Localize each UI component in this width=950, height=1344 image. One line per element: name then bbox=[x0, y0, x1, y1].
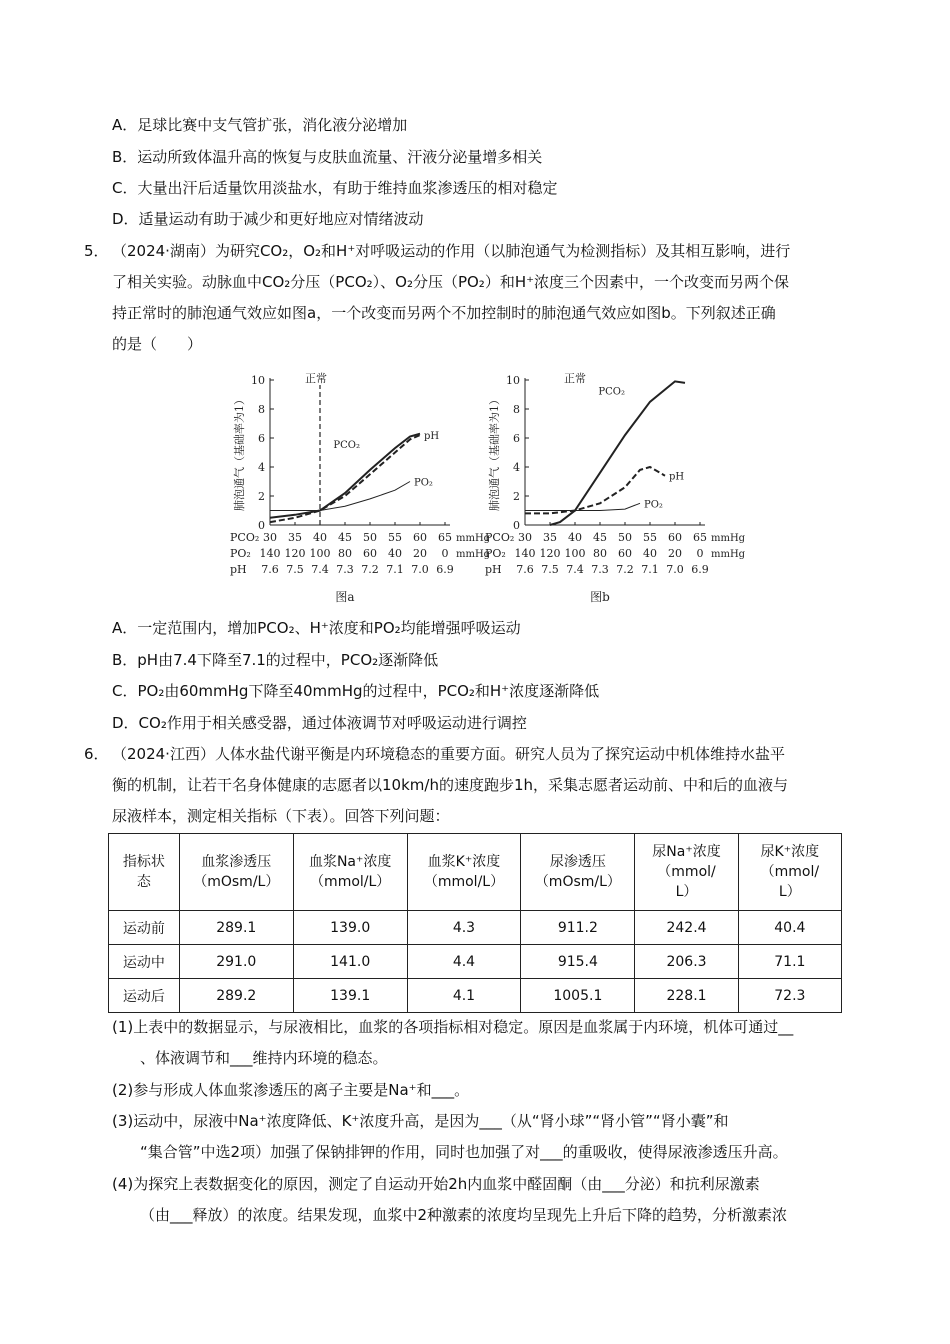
x-tick-label: 60 bbox=[413, 531, 427, 544]
x-tick-label: 7.1 bbox=[641, 563, 659, 576]
y-tick-label: 6 bbox=[513, 432, 520, 445]
x-tick-label: 40 bbox=[568, 531, 582, 544]
x-tick-label: 55 bbox=[388, 531, 402, 544]
x-tick-label: 7.4 bbox=[311, 563, 329, 576]
table-header-cell: 指标状 态 bbox=[109, 834, 180, 911]
x-axis-unit: mmHg bbox=[456, 549, 491, 560]
x-tick-label: 6.9 bbox=[436, 563, 454, 576]
x-tick-label: 50 bbox=[363, 531, 377, 544]
table-cell: 72.3 bbox=[738, 979, 841, 1013]
x-tick-label: 65 bbox=[693, 531, 707, 544]
y-tick-label: 0 bbox=[513, 519, 520, 532]
table-cell: 1005.1 bbox=[521, 979, 635, 1013]
y-tick-label: 4 bbox=[513, 461, 520, 474]
x-tick-label: 7.0 bbox=[411, 563, 429, 576]
x-axis-unit: mmHg bbox=[711, 549, 746, 560]
x-axis-unit: mmHg bbox=[456, 533, 491, 544]
x-axis-row-label: PCO₂ bbox=[230, 531, 260, 544]
x-tick-label: 80 bbox=[338, 547, 352, 560]
x-tick-label: 7.5 bbox=[541, 563, 559, 576]
x-tick-label: 100 bbox=[564, 547, 586, 560]
q6-stem-line-2: 衡的机制，让若干名身体健康的志愿者以10km/h的速度跑步1h，采集志愿者运动前、中和后的血液与 bbox=[112, 776, 789, 794]
table-row bbox=[109, 979, 842, 1013]
x-tick-label: 6.9 bbox=[691, 563, 709, 576]
x-axis-row-label: PCO₂ bbox=[485, 531, 515, 544]
table-header-cell: 血浆K⁺浓度 （mmol/L） bbox=[407, 834, 521, 911]
q4-option-c: C．大量出汗后适量饮用淡盐水，有助于维持血浆渗透压的相对稳定 bbox=[112, 179, 558, 197]
table-cell: 71.1 bbox=[738, 945, 841, 979]
x-tick-label: 30 bbox=[518, 531, 532, 544]
q6-sub-3-line-1: (3)运动中，尿液中Na⁺浓度降低、K⁺浓度升高，是因为___（从“肾小球”“肾小管”“肾小囊”和 bbox=[112, 1112, 729, 1130]
table-cell: 915.4 bbox=[521, 945, 635, 979]
x-axis-row-label: pH bbox=[230, 563, 247, 576]
figure-caption: 图b bbox=[590, 590, 610, 604]
figure-caption: 图a bbox=[335, 590, 355, 604]
x-tick-label: 45 bbox=[593, 531, 607, 544]
q4-option-d: D．适量运动有助于减少和更好地应对情绪波动 bbox=[112, 210, 424, 228]
q6-sub-3-line-2: “集合管”中选2项）加强了保钠排钾的作用，同时也加强了对___的重吸收，使得尿液渗透压升高。 bbox=[140, 1143, 788, 1161]
y-tick-label: 8 bbox=[258, 403, 265, 416]
q5-number: 5． bbox=[84, 242, 109, 260]
table-cell: 139.0 bbox=[293, 911, 407, 945]
x-tick-label: 140 bbox=[259, 547, 281, 560]
table-cell: 289.2 bbox=[179, 979, 293, 1013]
series-label: PCO₂ bbox=[598, 386, 625, 398]
x-tick-label: 120 bbox=[284, 547, 306, 560]
y-tick-label: 2 bbox=[258, 490, 265, 503]
x-tick-label: 80 bbox=[593, 547, 607, 560]
x-axis-row-label: PO₂ bbox=[230, 547, 251, 560]
table-header-cell: 尿K⁺浓度 （mmol/ L） bbox=[738, 834, 841, 911]
x-tick-label: 60 bbox=[668, 531, 682, 544]
x-axis-row-label: PO₂ bbox=[485, 547, 506, 560]
table-cell: 242.4 bbox=[635, 911, 738, 945]
series-line bbox=[525, 503, 640, 510]
x-tick-label: 0 bbox=[696, 547, 704, 560]
y-tick-label: 2 bbox=[513, 490, 520, 503]
y-tick-label: 8 bbox=[513, 403, 520, 416]
table-cell: 40.4 bbox=[738, 911, 841, 945]
y-axis-label: 肺泡通气（基础率为1） bbox=[488, 394, 501, 511]
y-tick-label: 10 bbox=[251, 374, 265, 387]
x-tick-label: 50 bbox=[618, 531, 632, 544]
table-cell: 228.1 bbox=[635, 979, 738, 1013]
x-tick-label: 120 bbox=[539, 547, 561, 560]
table-header-cell: 尿渗透压 （mOsm/L） bbox=[521, 834, 635, 911]
series-line bbox=[550, 381, 685, 525]
q5-option-a: A．一定范围内，增加PCO₂、H⁺浓度和PO₂均能增强呼吸运动 bbox=[112, 619, 521, 637]
x-tick-label: 0 bbox=[441, 547, 449, 560]
y-tick-label: 10 bbox=[506, 374, 520, 387]
y-axis-label: 肺泡通气（基础率为1） bbox=[233, 394, 246, 511]
x-tick-label: 30 bbox=[263, 531, 277, 544]
y-tick-label: 4 bbox=[258, 461, 265, 474]
y-tick-label: 0 bbox=[258, 519, 265, 532]
x-tick-label: 7.1 bbox=[386, 563, 404, 576]
x-tick-label: 100 bbox=[309, 547, 331, 560]
q6-data-table bbox=[108, 833, 842, 1013]
x-tick-label: 20 bbox=[413, 547, 427, 560]
x-tick-label: 7.2 bbox=[616, 563, 634, 576]
table-cell: 291.0 bbox=[179, 945, 293, 979]
x-tick-label: 55 bbox=[643, 531, 657, 544]
table-cell: 4.1 bbox=[407, 979, 521, 1013]
x-tick-label: 40 bbox=[643, 547, 657, 560]
table-cell: 4.3 bbox=[407, 911, 521, 945]
x-tick-label: 7.3 bbox=[591, 563, 609, 576]
q5-stem-line-3: 持正常时的肺泡通气效应如图a，一个改变而另两个不加控制时的肺泡通气效应如图b。下列叙述正确 bbox=[112, 304, 776, 322]
x-tick-label: 7.4 bbox=[566, 563, 584, 576]
y-tick-label: 6 bbox=[258, 432, 265, 445]
table-row bbox=[109, 911, 842, 945]
x-tick-label: 60 bbox=[618, 547, 632, 560]
x-tick-label: 7.6 bbox=[516, 563, 534, 576]
table-cell: 运动中 bbox=[109, 945, 180, 979]
table-cell: 运动后 bbox=[109, 979, 180, 1013]
x-tick-label: 7.3 bbox=[336, 563, 354, 576]
q4-option-b: B．运动所致体温升高的恢复与皮肤血流量、汗液分泌量增多相关 bbox=[112, 148, 543, 166]
table-cell: 141.0 bbox=[293, 945, 407, 979]
table-cell: 运动前 bbox=[109, 911, 180, 945]
table-row bbox=[109, 945, 842, 979]
x-tick-label: 35 bbox=[288, 531, 302, 544]
x-tick-label: 40 bbox=[388, 547, 402, 560]
table-cell: 911.2 bbox=[521, 911, 635, 945]
x-tick-label: 45 bbox=[338, 531, 352, 544]
q5-option-d: D．CO₂作用于相关感受器，通过体液调节对呼吸运动进行调控 bbox=[112, 714, 527, 732]
x-tick-label: 7.2 bbox=[361, 563, 379, 576]
x-tick-label: 40 bbox=[313, 531, 327, 544]
q6-sub-4-line-1: (4)为探究上表数据变化的原因，测定了自运动开始2h内血浆中醛固酮（由___分泌）和抗利尿激素 bbox=[112, 1175, 760, 1193]
q5-stem-line-1: （2024·湖南）为研究CO₂，O₂和H⁺对呼吸运动的作用（以肺泡通气为检测指标）及其相互影响，进行 bbox=[112, 242, 791, 260]
q6-number: 6． bbox=[84, 745, 109, 763]
table-header-cell: 血浆Na⁺浓度 （mmol/L） bbox=[293, 834, 407, 911]
normal-label: 正常 bbox=[564, 372, 586, 385]
q6-sub-2: (2)参与形成人体血浆渗透压的离子主要是Na⁺和___。 bbox=[112, 1081, 470, 1099]
series-label: PO₂ bbox=[414, 477, 433, 489]
q5-figure bbox=[225, 365, 746, 610]
x-tick-label: 35 bbox=[543, 531, 557, 544]
x-tick-label: 140 bbox=[514, 547, 536, 560]
x-tick-label: 60 bbox=[363, 547, 377, 560]
series-label: pH bbox=[424, 431, 440, 443]
x-tick-label: 20 bbox=[668, 547, 682, 560]
q5-stem-line-2: 了相关实验。动脉血中CO₂分压（PCO₂）、O₂分压（PO₂）和H⁺浓度三个因素中，一个改变而另两个保 bbox=[112, 273, 790, 291]
q4-option-a: A．足球比赛中支气管扩张，消化液分泌增加 bbox=[112, 116, 408, 134]
q5-option-c: C．PO₂由60mmHg下降至40mmHg的过程中，PCO₂和H⁺浓度逐渐降低 bbox=[112, 682, 600, 700]
q6-sub-4-line-2: （由___释放）的浓度。结果发现，血浆中2种激素的浓度均呈现先上升后下降的趋势，分析激素浓 bbox=[140, 1206, 788, 1224]
q6-sub-1-line-1: (1)上表中的数据显示，与尿液相比，血浆的各项指标相对稳定。原因是血浆属于内环境，机体可通过__ bbox=[112, 1018, 794, 1036]
table-cell: 289.1 bbox=[179, 911, 293, 945]
x-tick-label: 65 bbox=[438, 531, 452, 544]
q6-stem-line-1: （2024·江西）人体水盐代谢平衡是内环境稳态的重要方面。研究人员为了探究运动中机体维持水盐平 bbox=[112, 745, 785, 763]
series-label: pH bbox=[669, 471, 685, 483]
table-header-cell: 血浆渗透压 （mOsm/L） bbox=[179, 834, 293, 911]
x-tick-label: 7.5 bbox=[286, 563, 304, 576]
series-label: PO₂ bbox=[644, 499, 663, 511]
q5-stem-line-4: 的是（ ） bbox=[112, 335, 203, 353]
x-axis-unit: mmHg bbox=[711, 533, 746, 544]
table-header-row bbox=[109, 834, 842, 911]
table-cell: 139.1 bbox=[293, 979, 407, 1013]
x-tick-label: 7.0 bbox=[666, 563, 684, 576]
q6-sub-1-line-2: 、体液调节和___维持内环境的稳态。 bbox=[140, 1049, 388, 1067]
series-label: PCO₂ bbox=[333, 440, 360, 452]
q6-stem-line-3: 尿液样本，测定相关指标（下表）。回答下列问题： bbox=[112, 807, 450, 825]
table-cell: 4.4 bbox=[407, 945, 521, 979]
x-tick-label: 7.6 bbox=[261, 563, 279, 576]
q5-option-b: B．pH由7.4下降至7.1的过程中，PCO₂逐渐降低 bbox=[112, 651, 439, 669]
table-header-cell: 尿Na⁺浓度 （mmol/ L） bbox=[635, 834, 738, 911]
x-axis-row-label: pH bbox=[485, 563, 502, 576]
table-cell: 206.3 bbox=[635, 945, 738, 979]
normal-label: 正常 bbox=[305, 372, 327, 385]
